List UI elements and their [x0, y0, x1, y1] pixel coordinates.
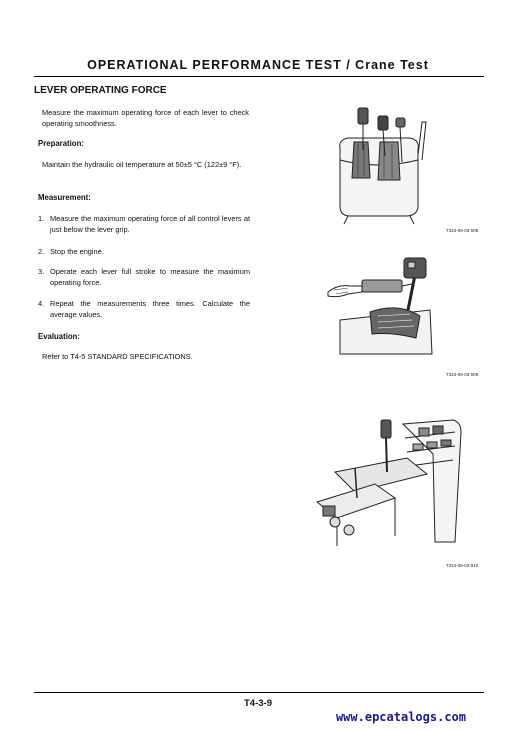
preparation-heading: Preparation:	[38, 139, 84, 148]
measurement-step	[38, 247, 250, 258]
header-rule	[34, 76, 484, 77]
figure-code: T324-06-03-010	[446, 563, 479, 568]
section-title: LEVER OPERATING FORCE	[34, 85, 167, 96]
evaluation-text: Refer to T4-5 STANDARD SPECIFICATIONS.	[42, 352, 193, 361]
measurement-step	[38, 214, 250, 235]
measurement-step	[38, 267, 250, 288]
step-text: Measure the maximum operating force of all control levers at just below the lever grip.	[50, 214, 250, 234]
figure-code: T324-06-03-009	[446, 372, 479, 377]
figure-code: T324-06-03-008	[446, 228, 479, 233]
control-lever-stand-illustration	[318, 100, 438, 225]
step-text: Stop the engine.	[50, 247, 104, 256]
step-number: 3.	[38, 267, 45, 276]
step-number: 4.	[38, 299, 45, 308]
step-text: Operate each lever full stroke to measure the maximum operating force.	[50, 267, 250, 287]
preparation-text: Maintain the hydraulic oil temperature at 50±5 °C (122±9 °F).	[42, 160, 242, 169]
watermark-link[interactable]: www.epcatalogs.com	[335, 710, 466, 724]
page-number: T4-3-9	[244, 698, 272, 709]
lever-force-gauge-illustration	[320, 250, 440, 360]
page-header-title: OPERATIONAL PERFORMANCE TEST / Crane Test	[87, 58, 429, 72]
measurement-heading: Measurement:	[38, 193, 91, 202]
intro-text: Measure the maximum operating force of each lever to check operating smoothness.	[42, 108, 249, 128]
evaluation-heading: Evaluation:	[38, 332, 81, 341]
step-number: 1.	[38, 214, 45, 223]
cab-control-console-illustration	[315, 418, 465, 548]
step-text: Repeat the measurements three times. Calculate the average values.	[50, 299, 250, 319]
measurement-step	[38, 299, 250, 320]
footer-rule	[34, 692, 484, 693]
step-number: 2.	[38, 247, 45, 256]
